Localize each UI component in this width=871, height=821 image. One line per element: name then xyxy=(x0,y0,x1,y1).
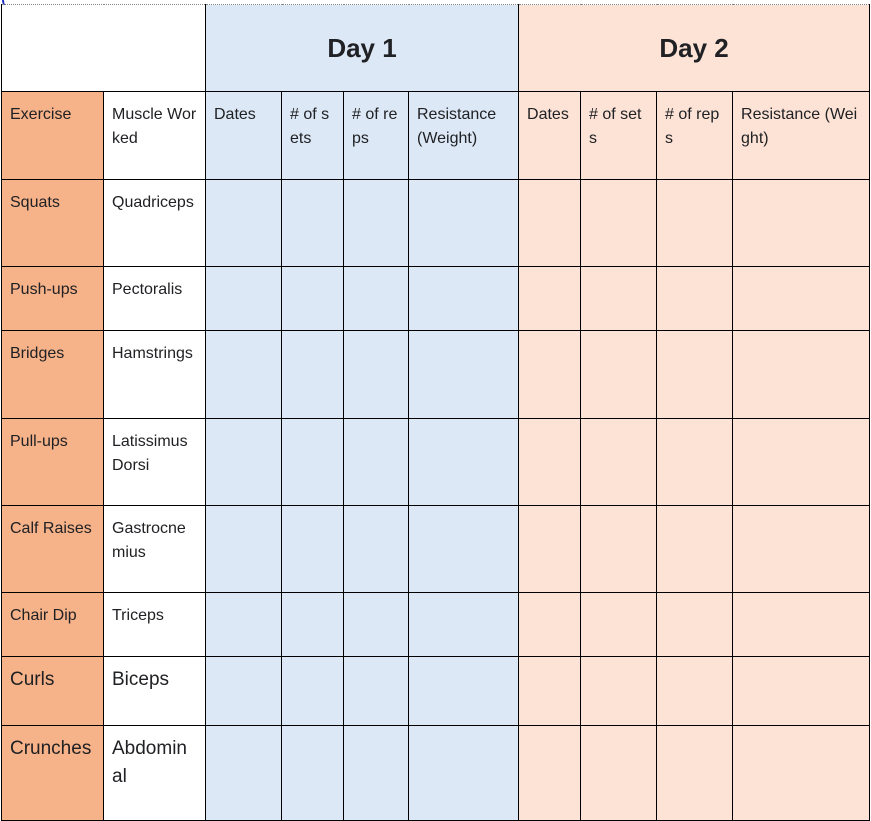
day1-dates-header[interactable]: Dates xyxy=(206,92,282,180)
exercise-cell[interactable]: Crunches xyxy=(2,726,104,821)
day2-entry-cell[interactable] xyxy=(581,331,657,419)
day2-entry-cell[interactable] xyxy=(581,180,657,267)
day2-entry-cell[interactable] xyxy=(657,593,733,657)
day2-entry-cell[interactable] xyxy=(657,267,733,331)
table-row xyxy=(2,267,870,331)
day2-entry-cell[interactable] xyxy=(733,419,870,506)
day1-entry-cell[interactable] xyxy=(344,657,409,726)
day2-entry-cell[interactable] xyxy=(657,506,733,593)
day-header-row xyxy=(2,5,870,92)
day2-entry-cell[interactable] xyxy=(733,506,870,593)
empty-corner-cell[interactable] xyxy=(2,5,206,92)
day1-entry-cell[interactable] xyxy=(344,506,409,593)
day2-sets-header[interactable]: # of sets xyxy=(581,92,657,180)
day2-entry-cell[interactable] xyxy=(657,419,733,506)
muscle-cell[interactable]: Triceps xyxy=(104,593,206,657)
day2-entry-cell[interactable] xyxy=(581,419,657,506)
exercise-cell[interactable]: Chair Dip xyxy=(2,593,104,657)
muscle-cell[interactable]: Latissimus Dorsi xyxy=(104,419,206,506)
day2-entry-cell[interactable] xyxy=(733,726,870,821)
workout-log-sheet xyxy=(1,4,870,821)
table-row xyxy=(2,419,870,506)
day2-entry-cell[interactable] xyxy=(519,593,581,657)
exercise-cell[interactable]: Pull-ups xyxy=(2,419,104,506)
workout-table xyxy=(1,4,870,821)
exercise-cell[interactable]: Bridges xyxy=(2,331,104,419)
day2-entry-cell[interactable] xyxy=(581,593,657,657)
day1-entry-cell[interactable] xyxy=(282,593,344,657)
day2-entry-cell[interactable] xyxy=(733,180,870,267)
day-1-header[interactable]: Day 1 xyxy=(206,5,519,92)
day1-sets-header[interactable]: # of sets xyxy=(282,92,344,180)
day1-resistance-header[interactable]: Resistance (Weight) xyxy=(409,92,519,180)
day2-entry-cell[interactable] xyxy=(581,267,657,331)
day2-entry-cell[interactable] xyxy=(519,267,581,331)
exercise-cell[interactable]: Calf Raises xyxy=(2,506,104,593)
day2-reps-header[interactable]: # of reps xyxy=(657,92,733,180)
day-2-header[interactable]: Day 2 xyxy=(519,5,870,92)
day2-entry-cell[interactable] xyxy=(657,657,733,726)
muscle-cell[interactable]: Gastrocnemius xyxy=(104,506,206,593)
day2-resistance-header[interactable]: Resistance (Weight) xyxy=(733,92,870,180)
day1-entry-cell[interactable] xyxy=(206,657,282,726)
muscle-cell[interactable]: Hamstrings xyxy=(104,331,206,419)
muscle-cell[interactable]: Biceps xyxy=(104,657,206,726)
day1-entry-cell[interactable] xyxy=(344,331,409,419)
day1-entry-cell[interactable] xyxy=(344,726,409,821)
day2-entry-cell[interactable] xyxy=(733,657,870,726)
day2-entry-cell[interactable] xyxy=(519,506,581,593)
muscle-cell[interactable]: Abdominal xyxy=(104,726,206,821)
day1-entry-cell[interactable] xyxy=(206,726,282,821)
table-row xyxy=(2,593,870,657)
day1-entry-cell[interactable] xyxy=(206,267,282,331)
day1-entry-cell[interactable] xyxy=(282,180,344,267)
day1-entry-cell[interactable] xyxy=(282,726,344,821)
day1-entry-cell[interactable] xyxy=(409,331,519,419)
column-header-row xyxy=(2,92,870,180)
day2-entry-cell[interactable] xyxy=(519,419,581,506)
day1-entry-cell[interactable] xyxy=(206,331,282,419)
day1-entry-cell[interactable] xyxy=(409,180,519,267)
day2-entry-cell[interactable] xyxy=(581,506,657,593)
day2-entry-cell[interactable] xyxy=(581,726,657,821)
day1-entry-cell[interactable] xyxy=(409,657,519,726)
day1-entry-cell[interactable] xyxy=(409,506,519,593)
day1-entry-cell[interactable] xyxy=(344,419,409,506)
exercise-cell[interactable]: Curls xyxy=(2,657,104,726)
day2-entry-cell[interactable] xyxy=(733,593,870,657)
day1-entry-cell[interactable] xyxy=(409,593,519,657)
day1-entry-cell[interactable] xyxy=(409,726,519,821)
day1-entry-cell[interactable] xyxy=(282,506,344,593)
day1-entry-cell[interactable] xyxy=(206,419,282,506)
day1-entry-cell[interactable] xyxy=(206,180,282,267)
day1-entry-cell[interactable] xyxy=(282,419,344,506)
day2-entry-cell[interactable] xyxy=(581,657,657,726)
day2-entry-cell[interactable] xyxy=(519,331,581,419)
day1-entry-cell[interactable] xyxy=(206,593,282,657)
day2-entry-cell[interactable] xyxy=(519,180,581,267)
day1-entry-cell[interactable] xyxy=(206,506,282,593)
day1-entry-cell[interactable] xyxy=(344,267,409,331)
day1-entry-cell[interactable] xyxy=(409,419,519,506)
day2-entry-cell[interactable] xyxy=(733,331,870,419)
day2-entry-cell[interactable] xyxy=(657,726,733,821)
muscle-cell[interactable]: Pectoralis xyxy=(104,267,206,331)
day2-entry-cell[interactable] xyxy=(657,180,733,267)
muscle-header[interactable]: Muscle Worked xyxy=(104,92,206,180)
day1-reps-header[interactable]: # of reps xyxy=(344,92,409,180)
day1-entry-cell[interactable] xyxy=(344,593,409,657)
day1-entry-cell[interactable] xyxy=(282,657,344,726)
exercise-cell[interactable]: Push-ups xyxy=(2,267,104,331)
table-row xyxy=(2,180,870,267)
day2-entry-cell[interactable] xyxy=(519,726,581,821)
day2-dates-header[interactable]: Dates xyxy=(519,92,581,180)
day1-entry-cell[interactable] xyxy=(344,180,409,267)
table-row xyxy=(2,331,870,419)
muscle-cell[interactable]: Quadriceps xyxy=(104,180,206,267)
day2-entry-cell[interactable] xyxy=(519,657,581,726)
day1-entry-cell[interactable] xyxy=(409,267,519,331)
table-row xyxy=(2,506,870,593)
day1-entry-cell[interactable] xyxy=(282,267,344,331)
table-row xyxy=(2,657,870,726)
table-row xyxy=(2,726,870,821)
exercise-header[interactable]: Exercise xyxy=(2,92,104,180)
day2-entry-cell[interactable] xyxy=(733,267,870,331)
day2-entry-cell[interactable] xyxy=(657,331,733,419)
day1-entry-cell[interactable] xyxy=(282,331,344,419)
exercise-cell[interactable]: Squats xyxy=(2,180,104,267)
